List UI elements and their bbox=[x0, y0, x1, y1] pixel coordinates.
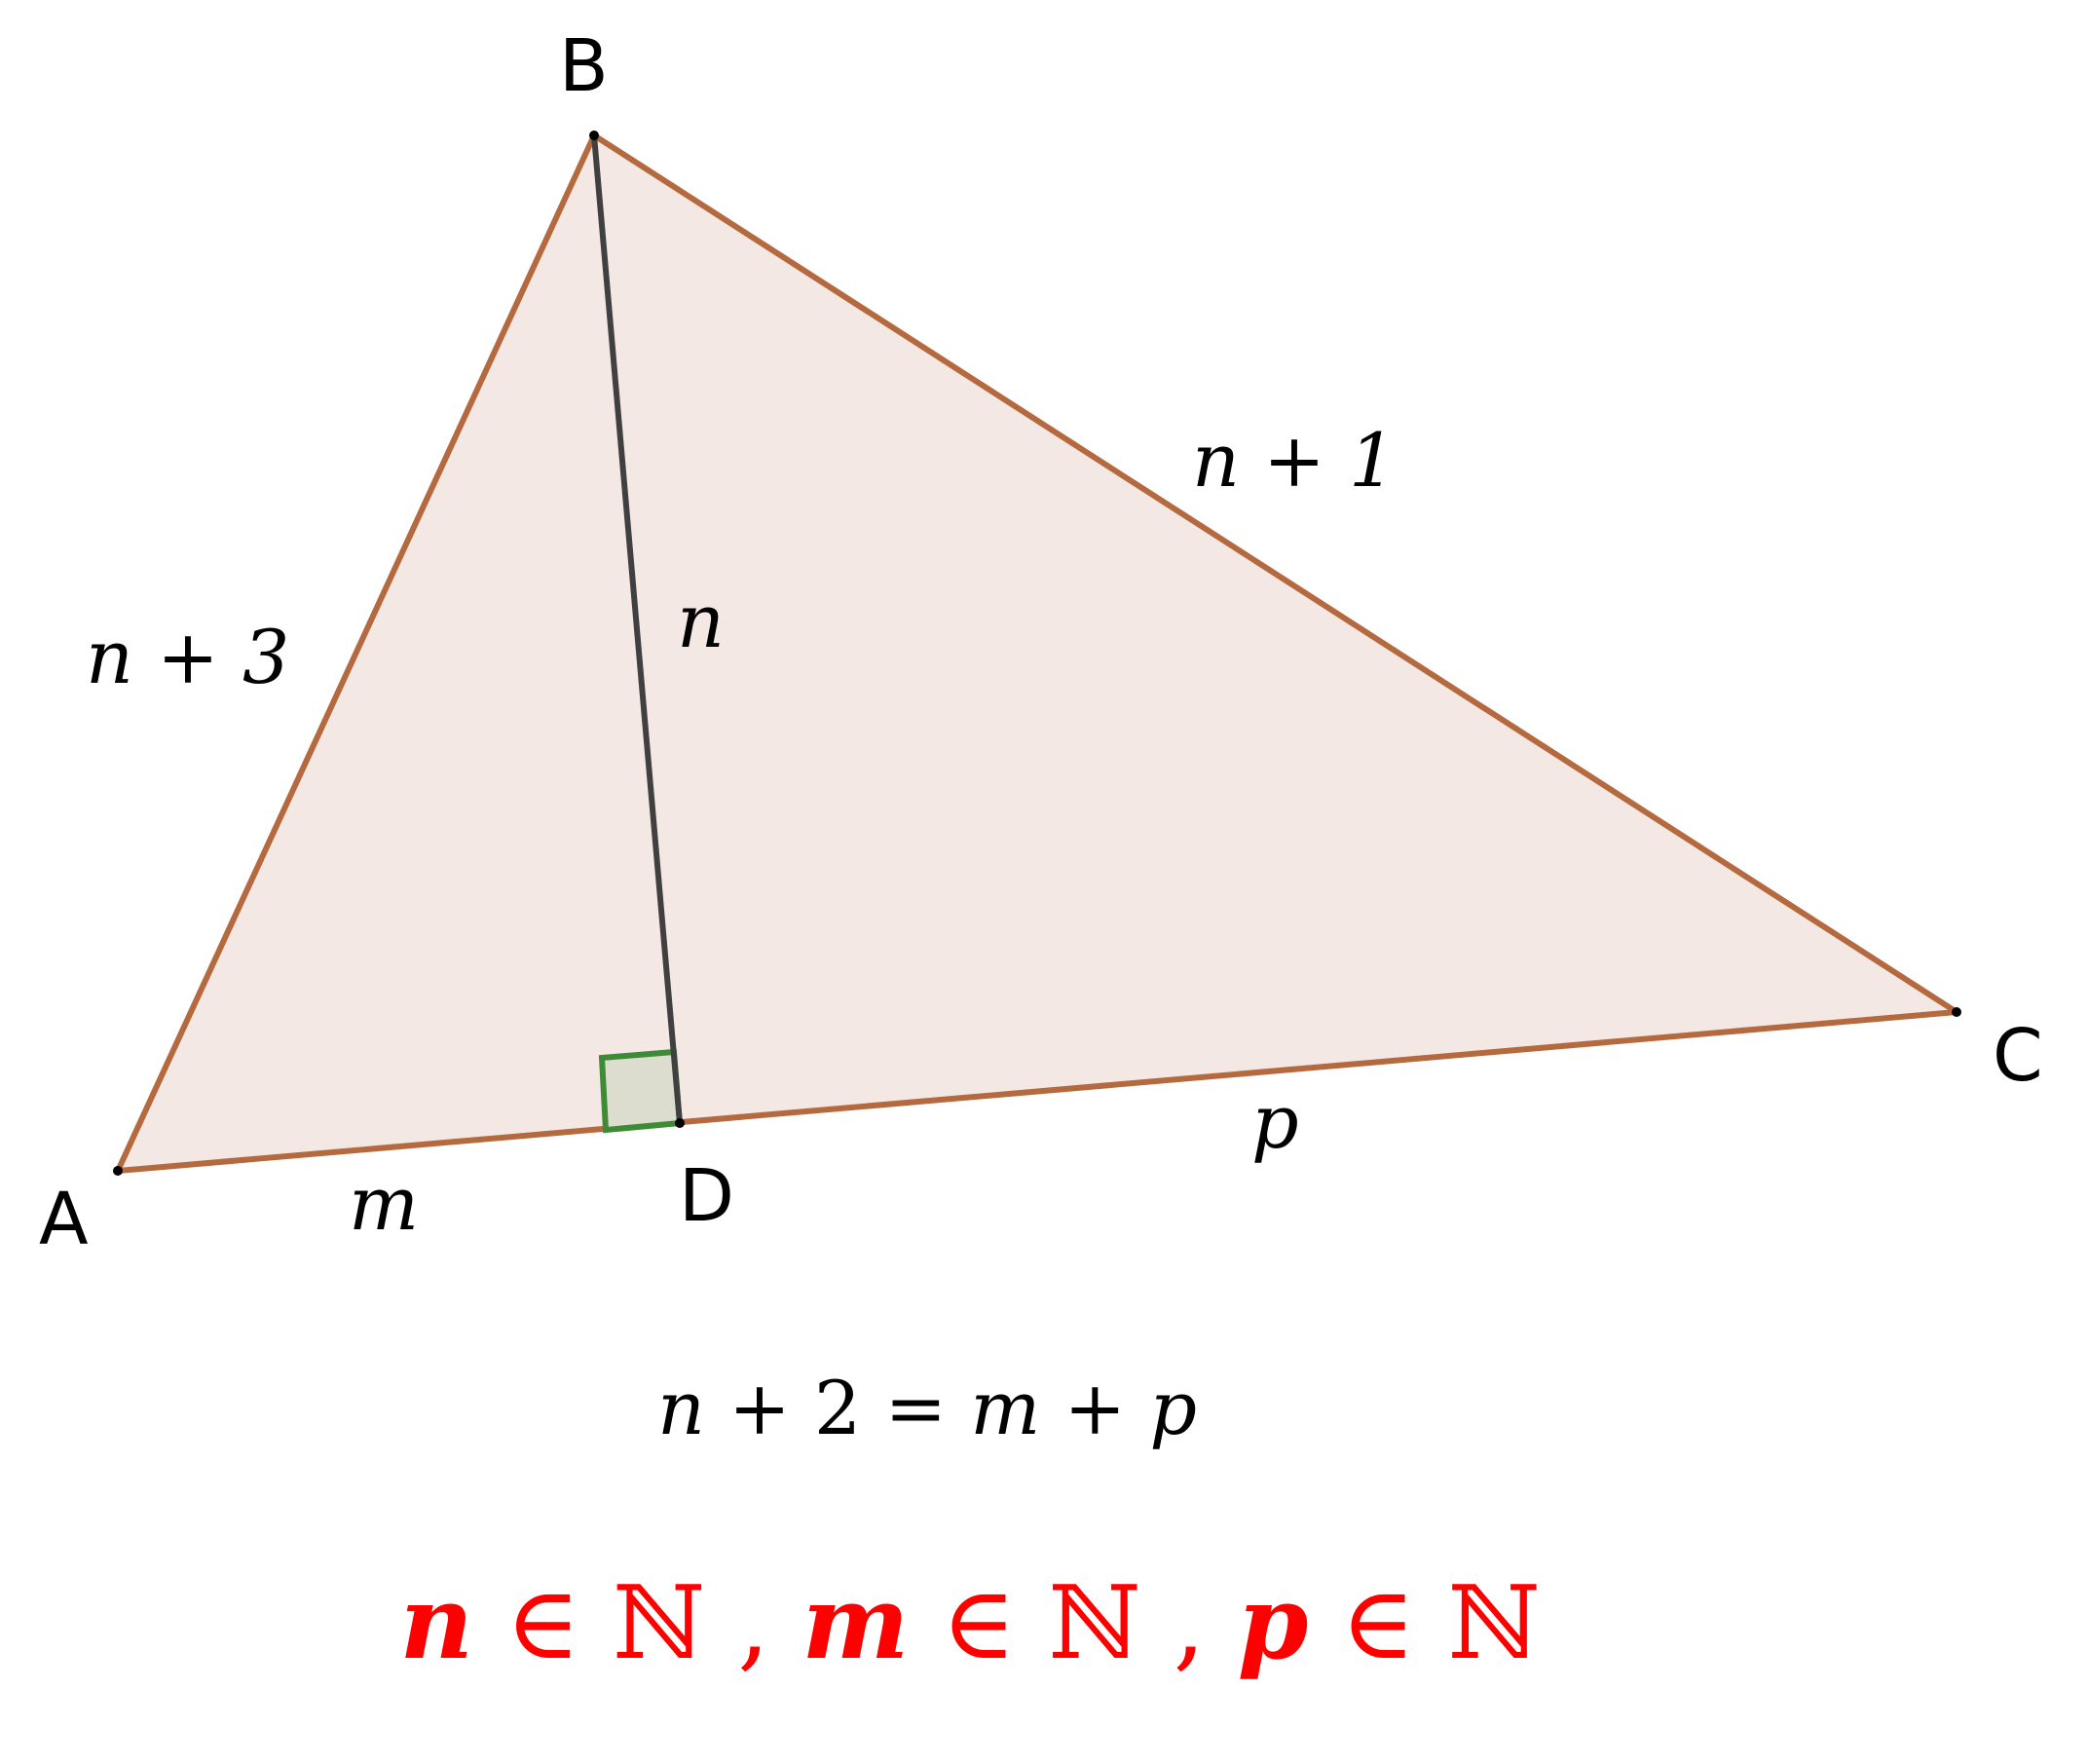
vertex-label-d: D bbox=[679, 1154, 734, 1238]
edge-label-bd: n bbox=[677, 578, 725, 664]
constraint-p: p bbox=[1237, 1562, 1309, 1682]
natural-constraint bbox=[399, 1562, 1540, 1682]
right-angle-marker bbox=[602, 1052, 680, 1130]
constraint-naturals-2: ℕ bbox=[1048, 1563, 1141, 1682]
eq-plus-2: + bbox=[1040, 1365, 1150, 1451]
point-d bbox=[675, 1118, 685, 1128]
constraint-n: n bbox=[399, 1562, 473, 1682]
eq-plus-1: + bbox=[704, 1365, 814, 1451]
edge-label-bc: n + 1 bbox=[1192, 417, 1397, 504]
constraint-in-2: ∈ bbox=[909, 1563, 1049, 1682]
point-a bbox=[113, 1166, 123, 1176]
point-c bbox=[1952, 1007, 1961, 1017]
eq-two: 2 bbox=[813, 1365, 862, 1451]
eq-m: m bbox=[970, 1365, 1041, 1451]
relation-equation bbox=[657, 1365, 1197, 1451]
point-b bbox=[589, 131, 599, 140]
constraint-m: m bbox=[802, 1562, 910, 1682]
constraint-in-3: ∈ bbox=[1308, 1563, 1448, 1682]
triangle-abc bbox=[118, 135, 1957, 1171]
edge-label-ad: m bbox=[349, 1160, 420, 1247]
vertex-label-a: A bbox=[39, 1178, 89, 1261]
constraint-naturals-3: ℕ bbox=[1447, 1563, 1541, 1682]
edge-label-ab: n + 3 bbox=[86, 614, 290, 700]
constraint-in-1: ∈ bbox=[472, 1563, 614, 1682]
eq-p: p bbox=[1149, 1365, 1198, 1451]
eq-equals: = bbox=[861, 1365, 971, 1451]
eq-n: n bbox=[656, 1365, 705, 1451]
edge-label-dc: p bbox=[1251, 1078, 1299, 1165]
vertex-label-c: C bbox=[1993, 1014, 2043, 1098]
constraint-naturals-1: ℕ bbox=[613, 1563, 706, 1682]
constraint-sep-1: , bbox=[705, 1563, 802, 1682]
vertex-label-b: B bbox=[559, 24, 609, 108]
constraint-sep-2: , bbox=[1140, 1563, 1238, 1682]
